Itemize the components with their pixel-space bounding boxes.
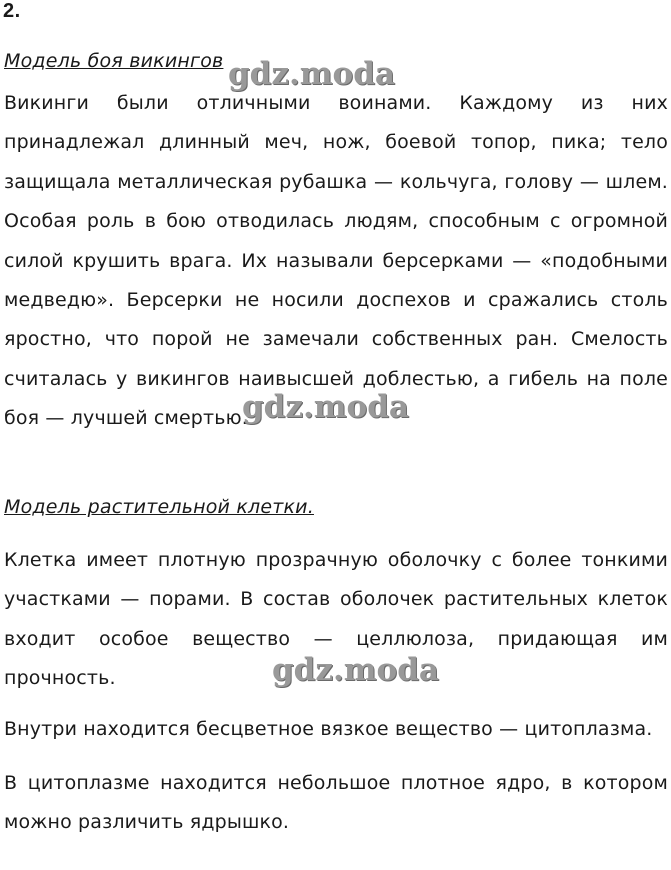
section-heading-vikings: Модель боя викингов [4, 50, 224, 72]
task-number: 2. [3, 0, 21, 22]
watermark-logo: gdz.moda [228, 56, 395, 92]
paragraph-cell-wall: Клетка имеет плотную прозрачную оболочку с более тонкими участками — порами. В состав оболочек растительных клеток входит особое вещество — целлюлоза, придающая им прочность. [4, 549, 668, 690]
watermark-logo: gdz.moda [272, 652, 439, 688]
section-heading-plant-cell: Модель растительной клетки. [4, 496, 314, 518]
paragraph-nucleus: В цитоплазме находится небольшое плотное ядро, в котором можно различить ядрышко. [4, 772, 668, 834]
paragraph-cytoplasm: Внутри находится бесцветное вязкое вещество — цитоплазма. [4, 718, 653, 740]
paragraph-vikings: Викинги были отличными воинами. Каждому из них принадлежал длинный меч, нож, боевой топор, пика; тело защищала металлическая рубашка — кольчуга, голову — шлем. Особая роль в бою отводилась людям, способным с огромной силой крушить врага. Их называли берсерками — «подобными медведю». Берсерки не носили доспехов и сражались столь яростно, что порой не замечали собственных ран. Смелость считалась у викингов наивысшей доблестью, а гибель на поле боя — лучшей смертью. [4, 92, 668, 430]
watermark-logo: gdz.moda [242, 389, 409, 425]
